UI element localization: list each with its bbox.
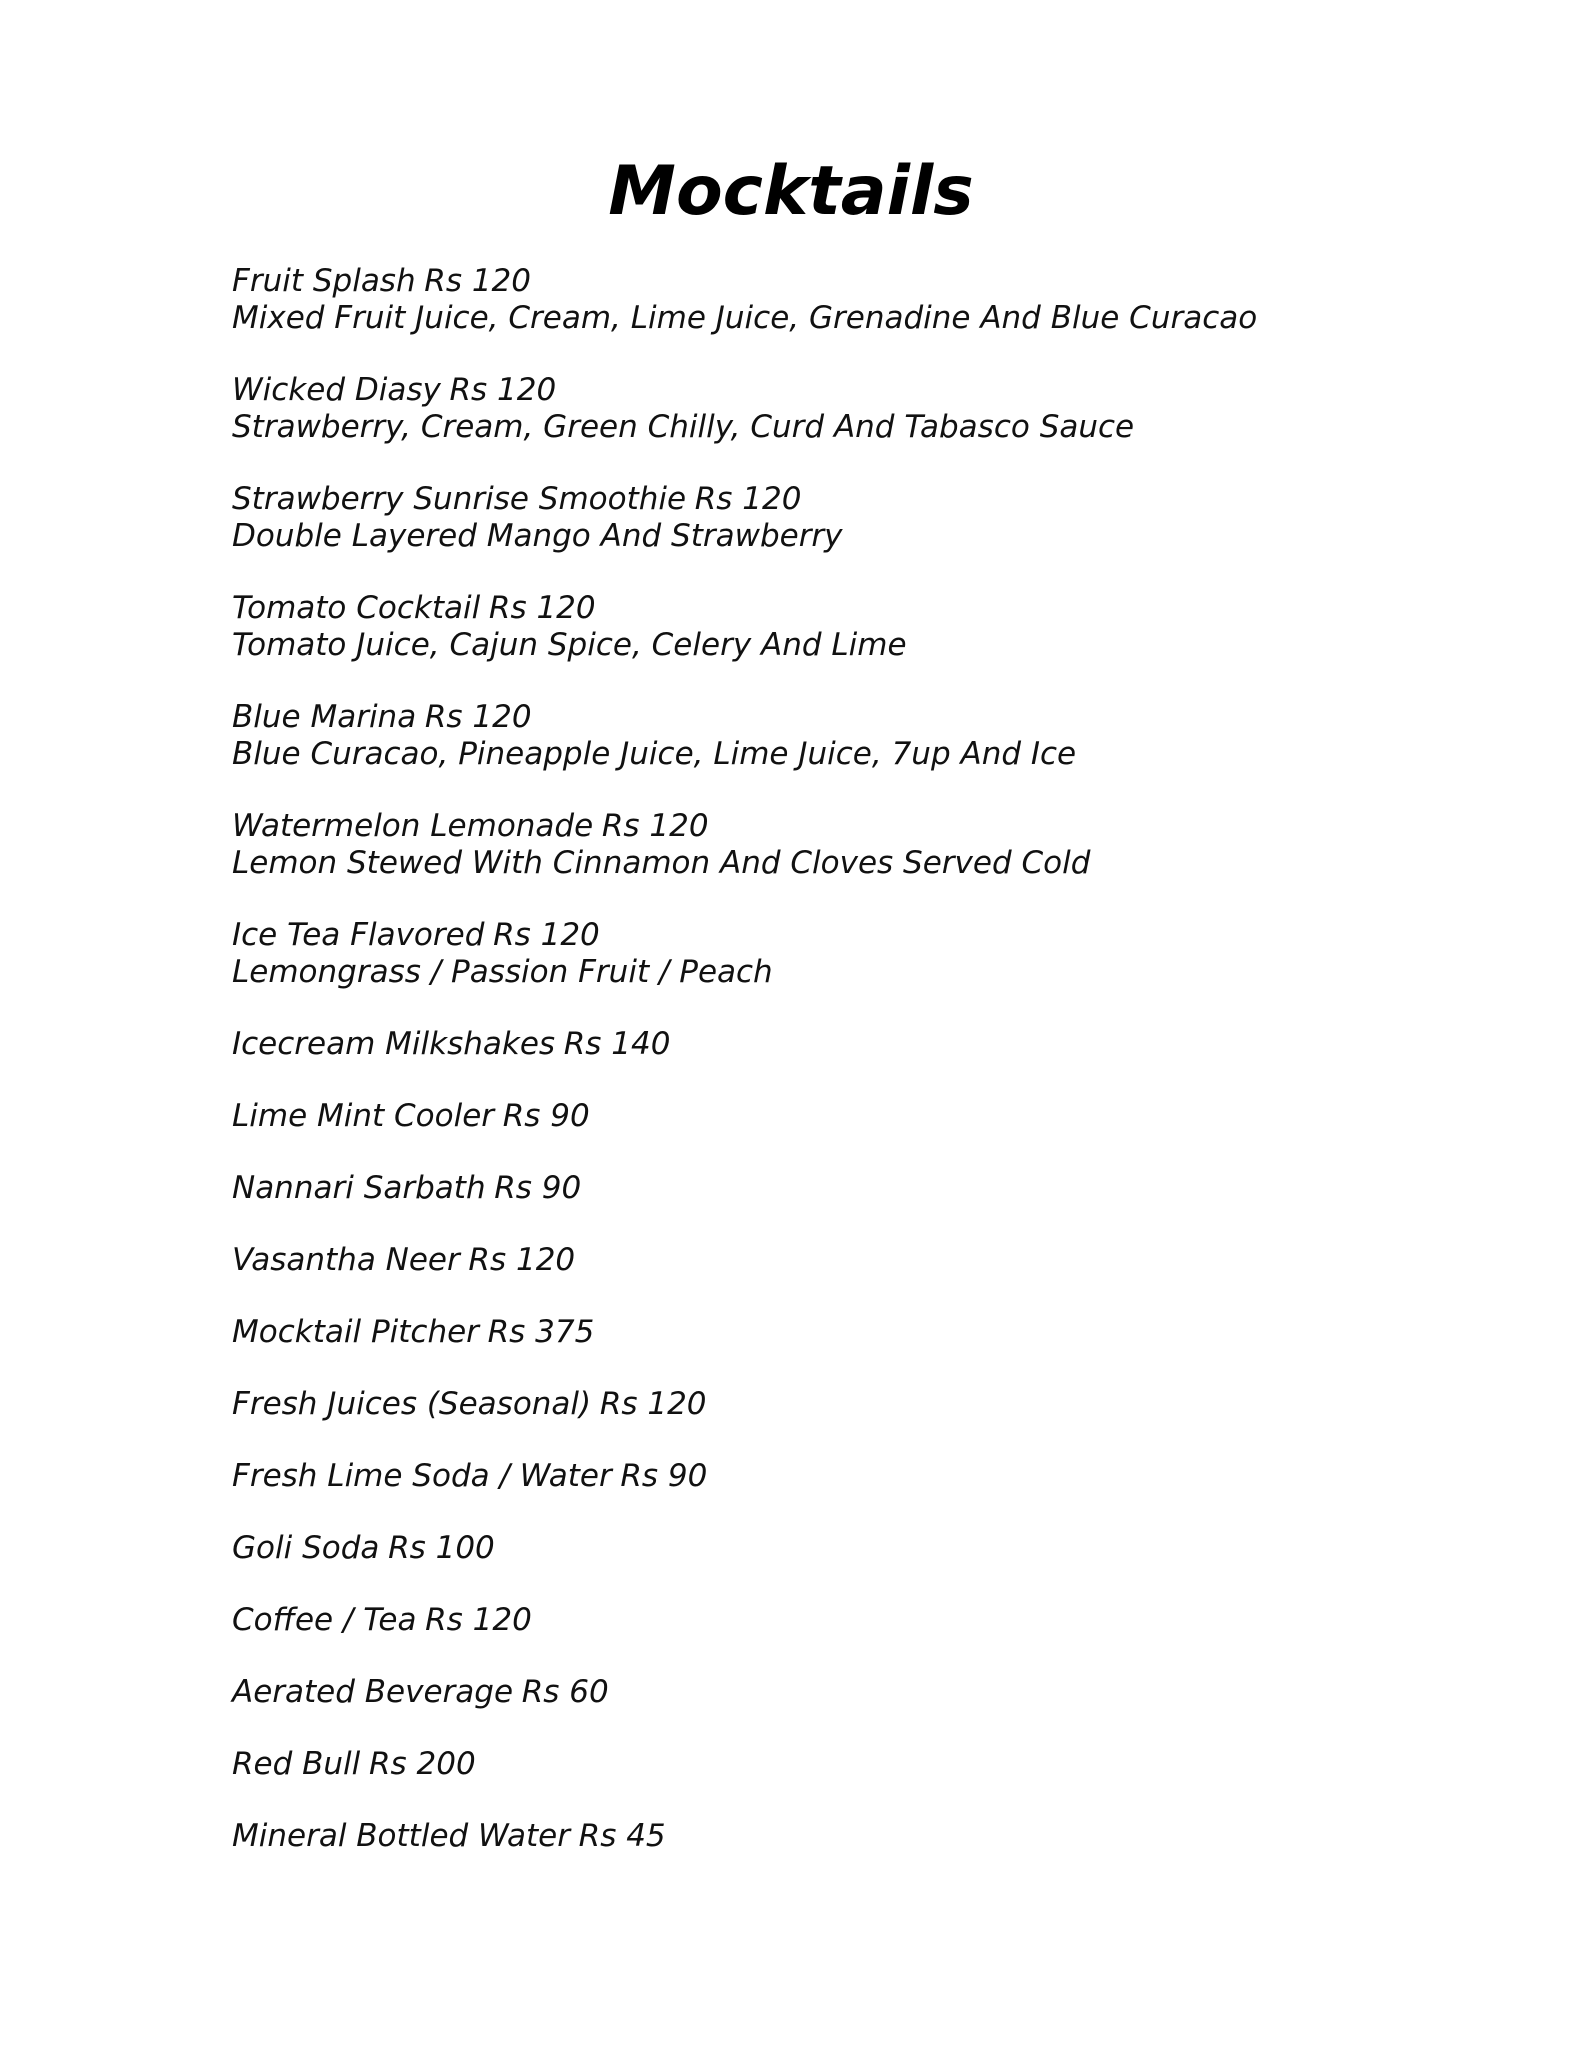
menu-item-price: Rs 120 [599,1386,707,1422]
menu-item-heading [232,808,1432,845]
menu-item-price: Rs 375 [487,1314,595,1350]
menu-item-price: Rs 120 [424,699,532,735]
menu-item-heading [232,917,1432,954]
menu-item-description: Lemon Stewed With Cinnamon And Cloves Served Cold [232,845,1091,881]
menu-item-name: Goli Soda [232,1530,380,1566]
menu-item-heading [232,1098,1432,1135]
menu-item-name: Fresh Lime Soda / Water [232,1458,612,1494]
menu-item-price: Rs 120 [449,372,557,408]
menu-item-name: Aerated Beverage [232,1674,514,1710]
menu-item-price: Rs 120 [424,263,531,299]
menu-item-name: Icecream Milkshakes [232,1026,556,1062]
menu-item [232,1170,1432,1207]
menu-item-heading [232,1674,1432,1711]
menu-item-heading [232,1746,1432,1783]
menu-item-price: Rs 120 [425,1602,532,1638]
menu-item-heading [232,372,1432,409]
menu-item-heading [232,263,1432,300]
menu-item-description: Strawberry, Cream, Green Chilly, Curd And Tabasco Sauce [232,409,1135,445]
menu-item-name: Strawberry Sunrise Smoothie [232,481,687,517]
menu-item-price: Rs 45 [578,1818,666,1854]
menu-item-description: Mixed Fruit Juice, Cream, Lime Juice, Grenadine And Blue Curacao [232,300,1258,336]
menu-item [232,263,1432,337]
menu-list [232,263,1432,1890]
menu-item [232,1602,1432,1639]
menu-item [232,808,1432,882]
menu-item-price: Rs 90 [502,1098,590,1134]
menu-item-heading [232,481,1432,518]
menu-item-name: Wicked Diasy [232,372,441,408]
menu-item-heading [232,1818,1432,1855]
menu-item [232,1098,1432,1135]
menu-item-price: Rs 90 [494,1170,582,1206]
menu-item-price: Rs 60 [521,1674,609,1710]
page-title: Mocktails [608,152,974,231]
menu-item [232,1458,1432,1495]
menu-item-name: Watermelon Lemonade [232,808,594,844]
menu-item-price: Rs 90 [620,1458,708,1494]
menu-item [232,1242,1432,1279]
menu-item-heading [232,1386,1432,1423]
menu-item [232,590,1432,664]
menu-item-name: Fresh Juices (Seasonal) [232,1386,592,1422]
menu-item-description: Double Layered Mango And Strawberry [232,518,843,554]
menu-item-description: Blue Curacao, Pineapple Juice, Lime Juice, 7up And Ice [232,736,1077,772]
menu-item [232,1530,1432,1567]
menu-item [232,917,1432,991]
menu-item-heading [232,1242,1432,1279]
menu-item-name: Mineral Bottled Water [232,1818,570,1854]
menu-item-heading [232,1602,1432,1639]
menu-item-name: Coffee / Tea [232,1602,417,1638]
menu-item-price: Rs 120 [468,1242,576,1278]
menu-item-name: Fruit Splash [232,263,416,299]
menu-item-price: Rs 120 [488,590,596,626]
menu-item-price: Rs 120 [493,917,600,953]
menu-item [232,1674,1432,1711]
menu-item-price: Rs 120 [601,808,709,844]
menu-item [232,1818,1432,1855]
menu-item-heading [232,1170,1432,1207]
menu-item [232,1314,1432,1351]
menu-item-price: Rs 200 [368,1746,476,1782]
menu-item-price: Rs 120 [694,481,802,517]
menu-item-heading [232,1314,1432,1351]
menu-item-heading [232,1530,1432,1567]
menu-item-price: Rs 100 [388,1530,495,1566]
menu-item-heading [232,590,1432,627]
menu-item-name: Blue Marina [232,699,417,735]
menu-item [232,372,1432,446]
menu-item-name: Ice Tea Flavored [232,917,485,953]
menu-item [232,1386,1432,1423]
menu-item-name: Lime Mint Cooler [232,1098,495,1134]
menu-item [232,699,1432,773]
menu-item-name: Tomato Cocktail [232,590,481,626]
menu-item-heading [232,699,1432,736]
menu-item-description: Lemongrass / Passion Fruit / Peach [232,954,773,990]
menu-item-name: Vasantha Neer [232,1242,460,1278]
menu-item-price: Rs 140 [563,1026,671,1062]
menu-item-heading [232,1458,1432,1495]
menu-item-heading [232,1026,1432,1063]
menu-item [232,1026,1432,1063]
menu-item-name: Nannari Sarbath [232,1170,486,1206]
menu-item [232,1746,1432,1783]
menu-item [232,481,1432,555]
menu-item-name: Mocktail Pitcher [232,1314,479,1350]
menu-item-name: Red Bull [232,1746,361,1782]
menu-item-description: Tomato Juice, Cajun Spice, Celery And Lime [232,627,907,663]
